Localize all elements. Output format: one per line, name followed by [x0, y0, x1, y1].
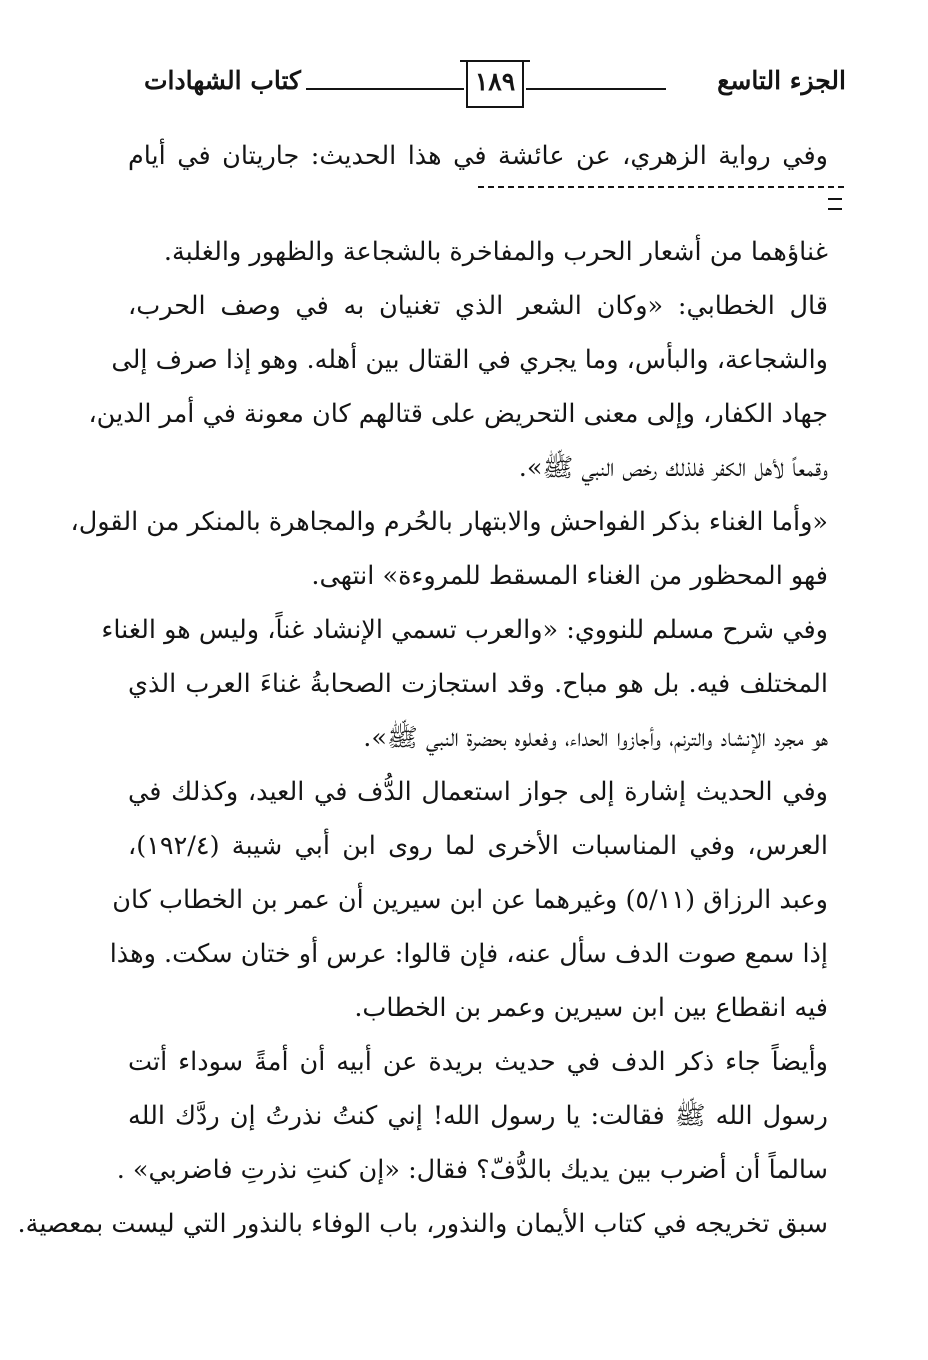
text-line-17: وأيضاً جاء ذكر الدف في حديث بريدة عن أبيه أن أمةً سوداء أتت [128, 1047, 828, 1077]
text-line-7: «وأما الغناء بذكر الفواحش والابتهار بالحُرم والمجاهرة بالمنكر من القول، [70, 507, 828, 537]
text-line-13: العرس، وفي المناسبات الأخرى لما روى ابن أبي شيبة (١٩٢/٤)، [128, 831, 828, 861]
page-number: ١٨٩ [466, 60, 524, 108]
text-line-18: رسول الله ﷺ فقالت: يا رسول الله! إني كنتُ نذرتُ إن ردَّك الله [128, 1101, 828, 1131]
book-title: كتاب الشهادات [144, 66, 301, 95]
text-line-1: وفي رواية الزهري، عن عائشة في هذا الحديث: جاريتان في أيام [128, 141, 828, 171]
text-line-12: وفي الحديث إشارة إلى جواز استعمال الدُّف في العيد، وكذلك في [128, 777, 828, 807]
page-header [130, 58, 846, 116]
text-line-14: وعبد الرزاق (٥/١١) وغيرهما عن ابن سيرين أن عمر بن الخطاب كان [112, 885, 828, 915]
text-line-8: فهو المحظور من الغناء المسقط للمروءة» انتهى. [311, 561, 828, 591]
text-line-3: قال الخطابي: «وكان الشعر الذي تغنيان به في وصف الحرب، [128, 291, 828, 321]
header-rule-right [526, 88, 666, 90]
header-rule-left [306, 88, 464, 90]
text-line-6: وقمعاً لأهل الكفر فلذلك رخص النبي ﷺ». [518, 453, 828, 483]
text-line-11: هو مجرد الإنشاد والترنم، وأجازوا الحداء، وفعلوه بحضرة النبي ﷺ». [363, 723, 828, 753]
text-line-5: جهاد الكفار، وإلى معنى التحريض على قتالهم كان معونة في أمر الدين، [88, 399, 828, 429]
text-line-15: إذا سمع صوت الدف سأل عنه، فإن قالوا: عرس أو ختان سكت. وهذا [109, 939, 828, 969]
section-divider [478, 186, 844, 188]
divider-mark [828, 198, 842, 210]
text-line-19: سالماً أن أضرب بين يديك بالدُّفّ؟ فقال: «إن كنتِ نذرتِ فاضربي» . [116, 1155, 828, 1185]
text-line-16: فيه انقطاع بين ابن سيرين وعمر بن الخطاب. [354, 993, 828, 1023]
text-line-10: المختلف فيه. بل هو مباح. وقد استجازت الصحابةُ غناءَ العرب الذي [128, 669, 828, 699]
text-line-4: والشجاعة، والبأس، وما يجري في القتال بين أهله. وهو إذا صرف إلى [111, 345, 828, 375]
text-line-2: غناؤهما من أشعار الحرب والمفاخرة بالشجاعة والظهور والغلبة. [163, 237, 828, 267]
volume-title: الجزء التاسع [717, 66, 846, 95]
text-line-9: وفي شرح مسلم للنووي: «والعرب تسمي الإنشاد غناً، وليس هو الغناء [101, 615, 828, 645]
text-line-20: سبق تخريجه في كتاب الأيمان والنذور، باب الوفاء بالنذور التي ليست بمعصية. [17, 1209, 828, 1239]
